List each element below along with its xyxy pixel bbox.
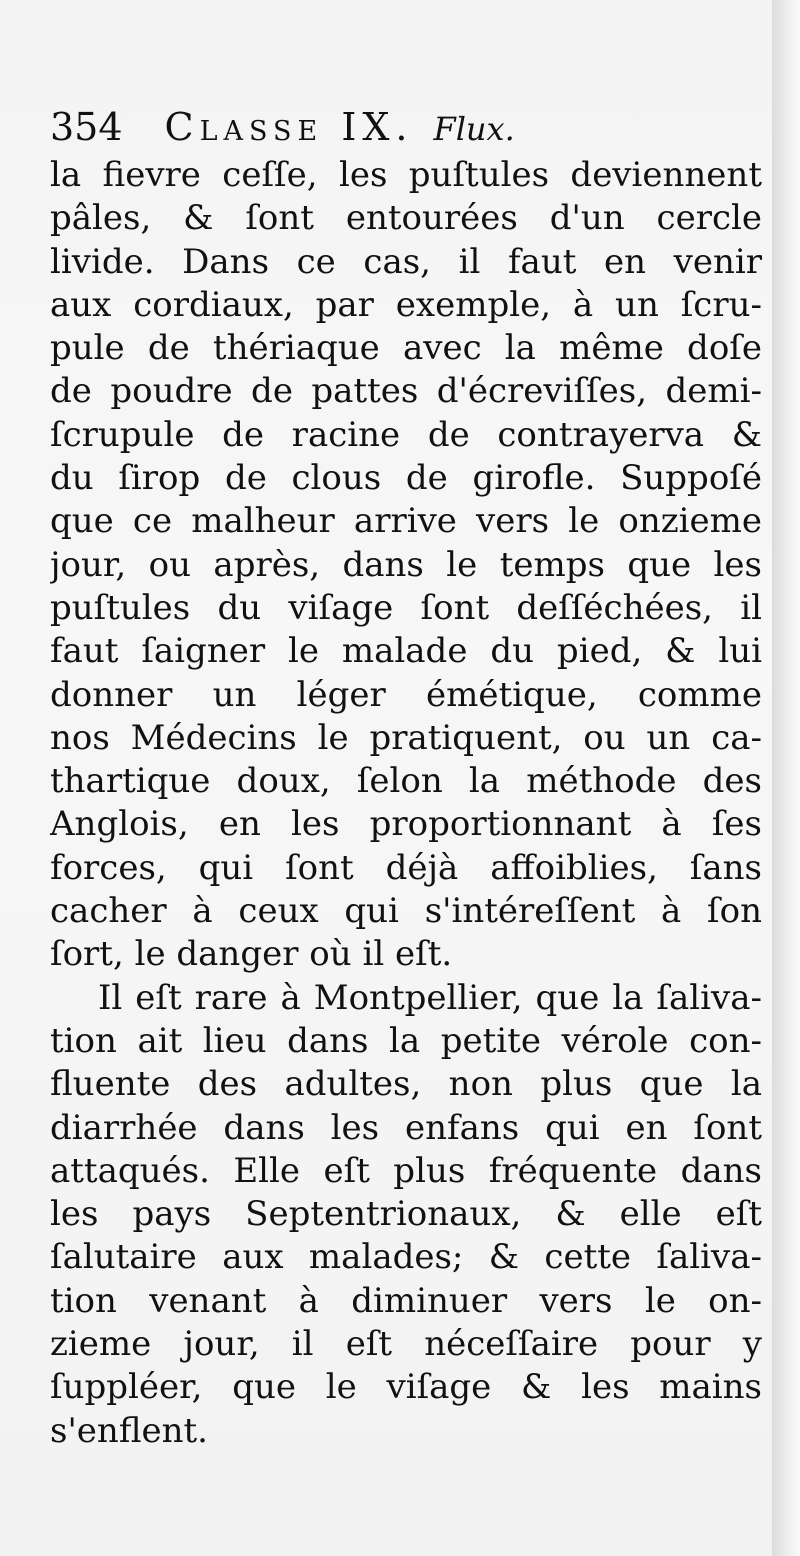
text-line: forces, qui ſont déjà affoiblies, ſans [50,847,762,888]
text-line: jour, ou après, dans le temps que les [50,544,762,585]
text-line: que ce malheur arrive vers le onzieme [50,501,762,542]
text-line: Anglois, en les proportionnant à ſes [50,804,762,845]
text-line: thartique doux, ſelon la méthode des [50,761,762,802]
text-line: nos Médecins le pratiquent, ou un ca- [50,717,762,758]
running-title: Classe IX. [164,105,414,149]
page-number: 354 [50,105,123,149]
text-line: ſort, le danger où il eſt. [50,934,453,975]
text-line: la fievre ceſſe, les puſtules deviennent [50,155,762,195]
page-edge-shadow [772,0,800,1556]
text-line: ſuppléer, que le viſage & les mains [50,1367,762,1408]
text-line: aux cordiaux, par exemple, à un ſcru- [50,284,762,325]
text-line: pâles, & ſont entourées d'un cercle [50,198,762,239]
page-content [50,100,762,1453]
text-line: pule de thériaque avec la même doſe [50,328,762,369]
text-line: attaqués. Elle eſt plus fréquente dans [50,1150,762,1191]
text-line: zieme jour, il eſt néceſſaire pour y [50,1324,762,1365]
body-text [50,154,762,1453]
text-line: livide. Dans ce cas, il faut en venir [50,241,762,282]
text-line: Il eſt rare à Montpellier, que la ſaliva- [98,977,762,1018]
text-line: cacher à ceux qui s'intéreſſent à ſon [50,891,762,932]
paragraph [50,154,762,977]
text-line: tion ait lieu dans la petite vérole con- [50,1020,762,1061]
paragraph [50,977,762,1453]
text-line: de poudre de pattes d'écreviſſes, demi- [50,371,762,412]
running-subtitle: Flux. [433,110,515,148]
text-line: donner un léger émétique, comme [50,674,762,715]
text-line: diarrhée dans les enfans qui en ſont [50,1107,762,1148]
text-line: puſtules du viſage ſont deſſéchées, il [50,587,762,628]
text-line: du ſirop de clous de girofle. Suppoſé [50,458,762,499]
running-header [50,100,762,154]
text-line: tion venant à diminuer vers le on- [50,1280,762,1321]
text-line: fluente des adultes, non plus que la [50,1064,762,1105]
text-line: les pays Septentrionaux, & elle eſt [50,1194,762,1235]
text-line: faut ſaigner le malade du pied, & lui [50,631,762,672]
text-line: ſcrupule de racine de contrayerva & [50,414,762,455]
text-line: ſalutaire aux malades; & cette ſaliva- [50,1237,762,1278]
text-line: s'enflent. [50,1410,208,1451]
